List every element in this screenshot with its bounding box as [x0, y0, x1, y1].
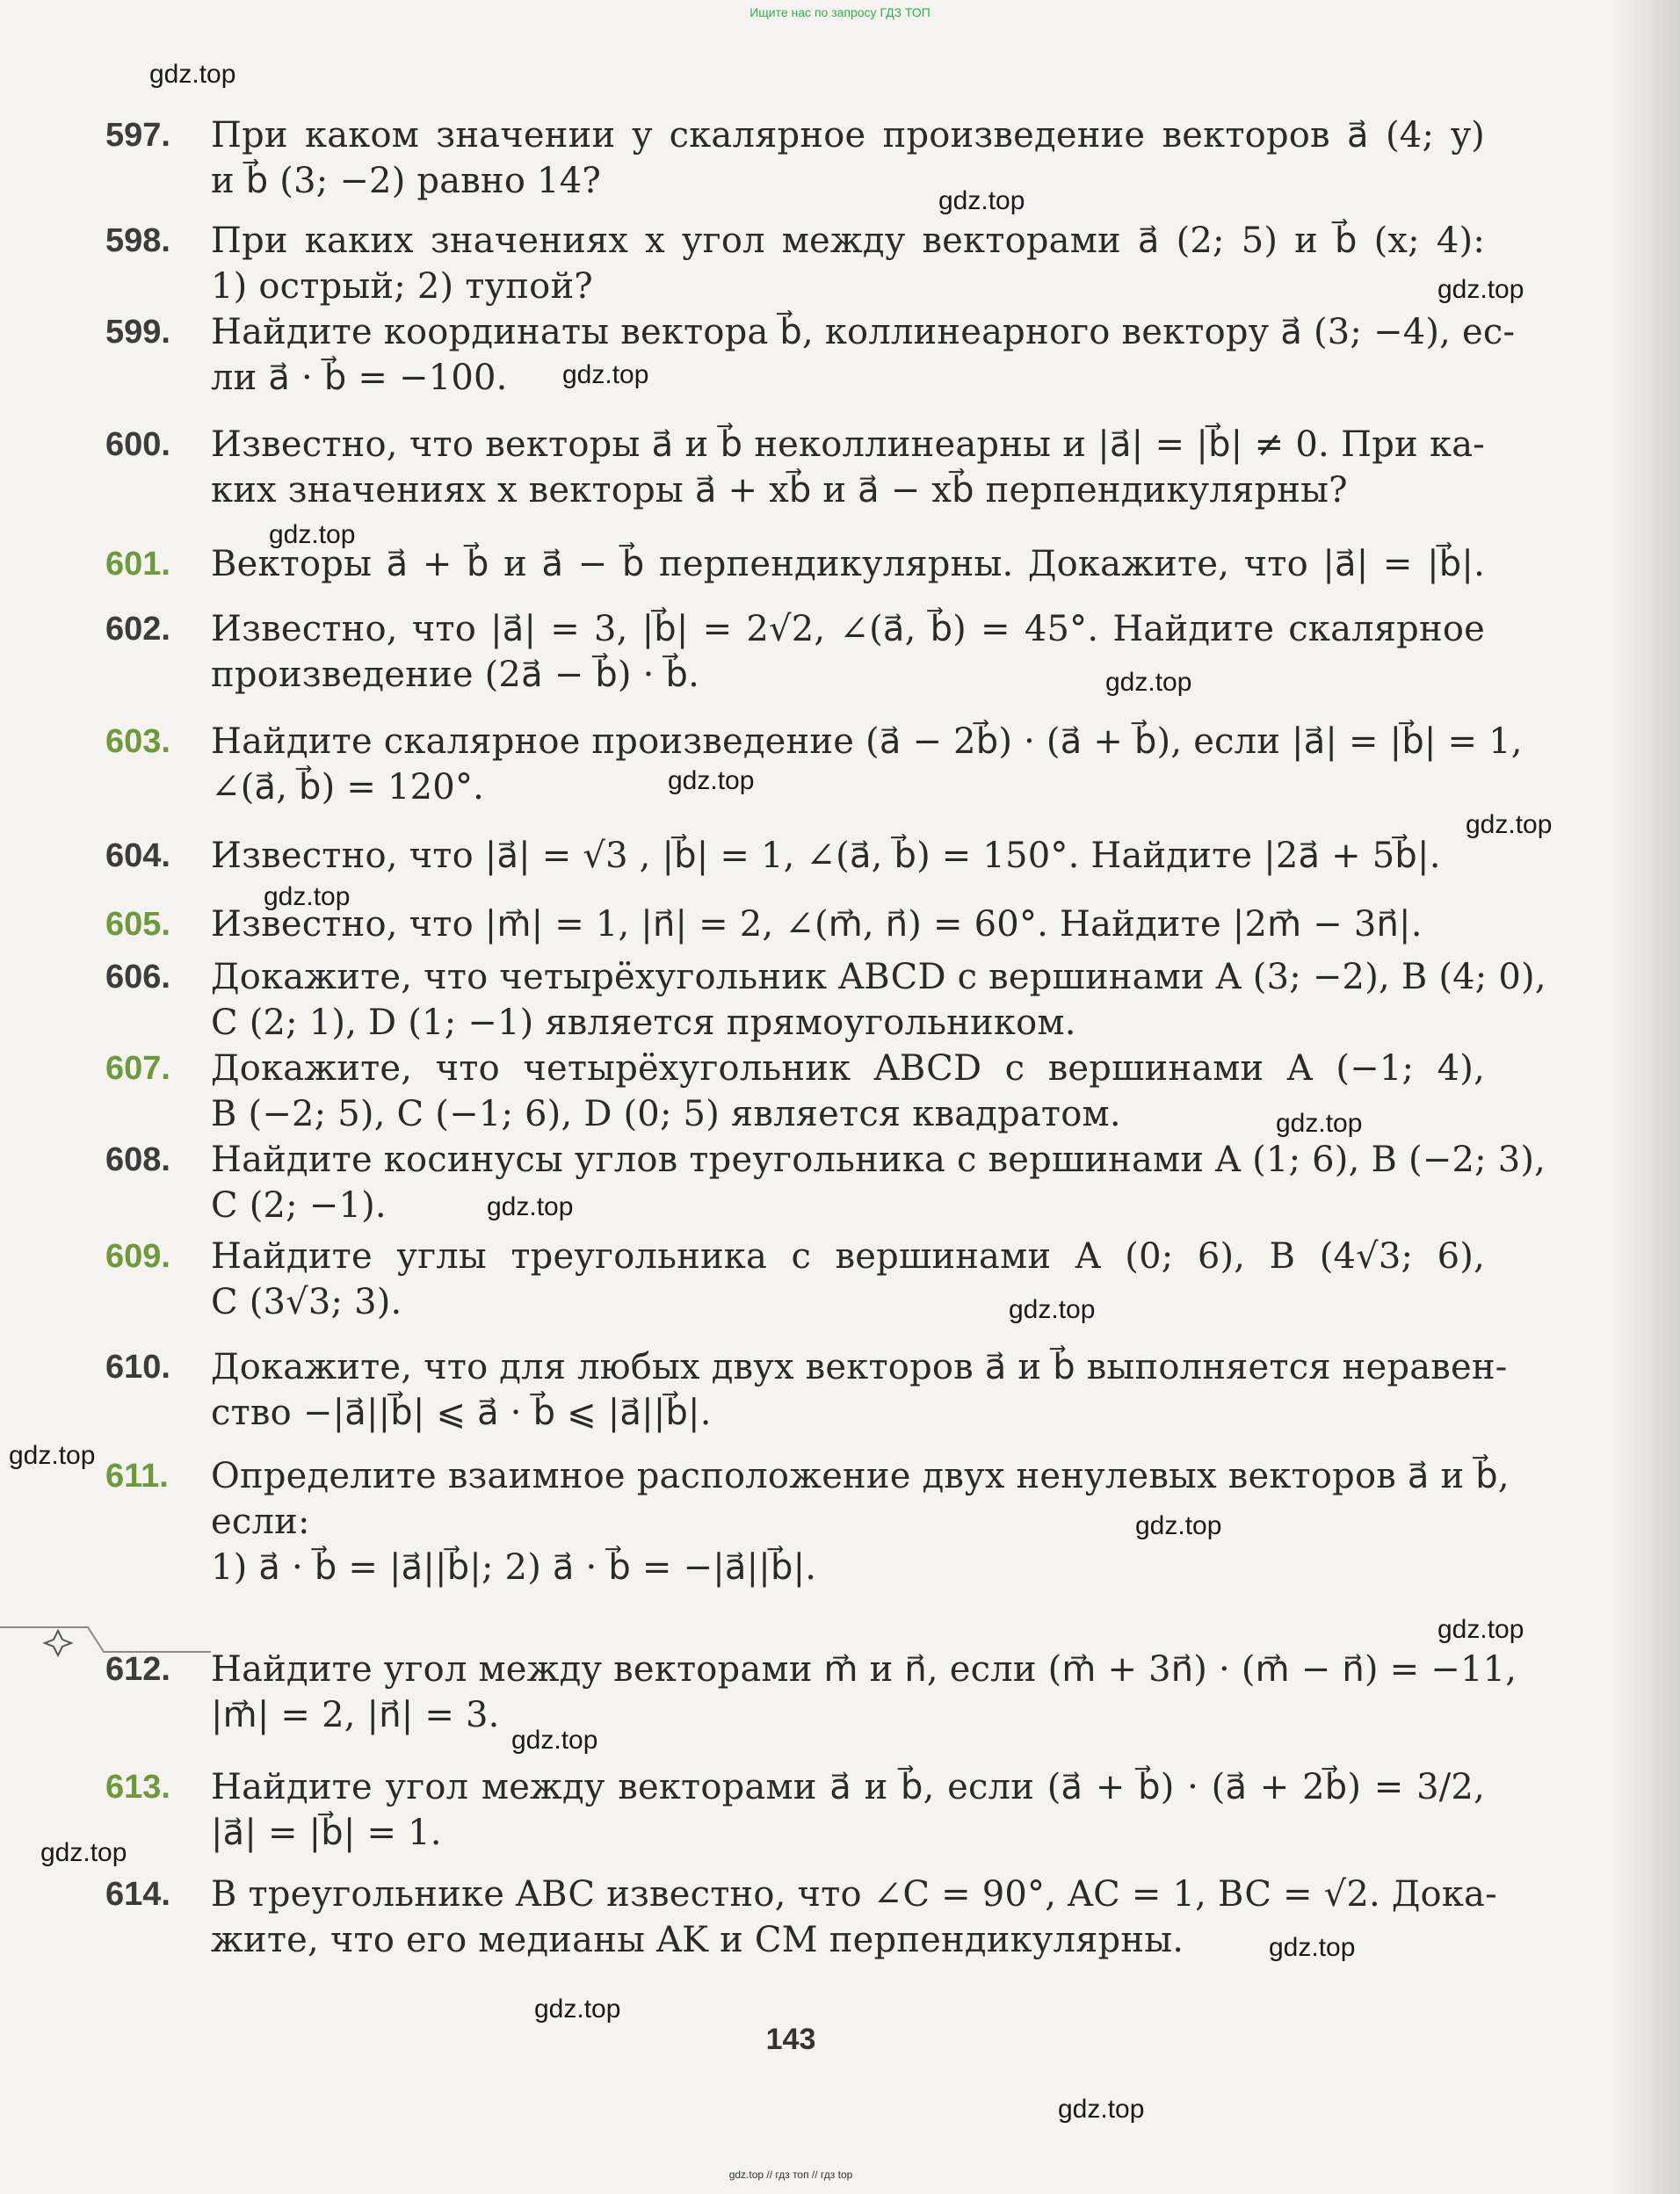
problem-text-line: Найдите углы треугольника с вершинами A (0; 6), B (4√3; 6),: [211, 1236, 1485, 1277]
problem-text-line: |a⃗| = |b⃗| = 1.: [211, 1813, 442, 1853]
problem-number: 604.: [105, 837, 170, 874]
page-number: 143: [765, 2023, 816, 2056]
problem-number: 597.: [105, 117, 170, 154]
problem-text-line: При каком значении y скалярное произведение векторов a⃗ (4; y): [211, 115, 1485, 156]
watermark: gdz.top: [1135, 1511, 1222, 1540]
problem-number: 603.: [105, 723, 170, 760]
problem-text-line: При каких значениях x угол между векторами a⃗ (2; 5) и b⃗ (x; 4):: [211, 221, 1485, 261]
watermark: gdz.top: [149, 60, 236, 89]
problem-text-line: 1) a⃗ · b⃗ = |a⃗||b⃗|; 2) a⃗ · b⃗ = −|a⃗||b⃗|.: [211, 1547, 817, 1588]
problem-text-line: B (−2; 5), C (−1; 6), D (0; 5) является квадратом.: [211, 1094, 1121, 1134]
problem-text-line: Найдите косинусы углов треугольника с вершинами A (1; 6), B (−2; 3),: [211, 1140, 1546, 1180]
watermark: gdz.top: [9, 1441, 96, 1470]
problem-text-line: если:: [211, 1502, 310, 1542]
problem-text-line: ∠(a⃗, b⃗) = 120°.: [211, 767, 485, 807]
problem-text-line: Определите взаимное расположение двух ненулевых векторов a⃗ и b⃗,: [211, 1456, 1510, 1496]
section-divider: [0, 1615, 211, 1668]
problem-text-line: Векторы a⃗ + b⃗ и a⃗ − b⃗ перпендикулярны. Докажите, что |a⃗| = |b⃗|.: [211, 544, 1485, 584]
watermark: gdz.top: [1105, 668, 1192, 697]
problem-number: 612.: [105, 1651, 170, 1688]
problem-number: 613.: [105, 1769, 170, 1806]
problem-text-line: Известно, что |a⃗| = √3 , |b⃗| = 1, ∠(a⃗, b⃗) = 150°. Найдите |2a⃗ + 5b⃗|.: [211, 836, 1441, 876]
problem-number: 598.: [105, 222, 170, 259]
watermark: gdz.top: [40, 1838, 127, 1867]
problem-text-line: Найдите угол между векторами a⃗ и b⃗, если (a⃗ + b⃗) · (a⃗ + 2b⃗) = 3/2,: [211, 1767, 1485, 1807]
problem-text-line: C (3√3; 3).: [211, 1282, 402, 1322]
watermark: gdz.top: [487, 1192, 574, 1221]
watermark: gdz.top: [534, 1995, 621, 2024]
problem-number: 600.: [105, 426, 170, 463]
problem-text-line: C (2; 1), D (1; −1) является прямоугольником.: [211, 1003, 1076, 1043]
diamond-star-icon: [45, 1631, 71, 1655]
problem-text-line: произведение (2a⃗ − b⃗) · b⃗.: [211, 655, 699, 695]
watermark: gdz.top: [264, 882, 351, 911]
bottom-banner: gdz.top // гдз топ // гдз top: [728, 2169, 853, 2181]
problem-number: 602.: [105, 611, 170, 648]
watermark: gdz.top: [938, 186, 1025, 215]
problem-number: 611.: [105, 1458, 169, 1495]
watermark: gdz.top: [1276, 1109, 1363, 1138]
watermark: gdz.top: [1269, 1933, 1356, 1962]
problem-text-line: 1) острый; 2) тупой?: [211, 266, 593, 307]
watermark: gdz.top: [668, 766, 755, 795]
problem-text-line: и b⃗ (3; −2) равно 14?: [211, 161, 601, 201]
watermark: gdz.top: [1437, 1615, 1524, 1644]
problem-text-line: Известно, что векторы a⃗ и b⃗ неколлинеарны и |a⃗| = |b⃗| ≠ 0. При ка-: [211, 424, 1485, 465]
problem-text-line: В треугольнике ABC известно, что ∠C = 90°, AC = 1, BC = √2. Дока-: [211, 1874, 1497, 1915]
problem-text-line: ли a⃗ · b⃗ = −100.: [211, 358, 508, 398]
problem-text-line: Найдите координаты вектора b⃗, коллинеарного вектору a⃗ (3; −4), ес-: [211, 312, 1516, 352]
problem-number: 610.: [105, 1349, 170, 1386]
problem-number: 606.: [105, 959, 170, 996]
problem-text-line: Докажите, что четырёхугольник ABCD с вершинами A (−1; 4),: [211, 1048, 1485, 1089]
problem-number: 614.: [105, 1876, 170, 1913]
problem-text-line: жите, что его медианы AK и CM перпендикулярны.: [211, 1920, 1184, 1960]
problem-text-line: Известно, что |m⃗| = 1, |n⃗| = 2, ∠(m⃗, n⃗) = 60°. Найдите |2m⃗ − 3n⃗|.: [211, 904, 1423, 945]
problem-number: 601.: [105, 546, 170, 583]
page-edge-shadow: [1610, 0, 1680, 2194]
problem-number: 608.: [105, 1141, 170, 1178]
problem-text-line: Найдите угол между векторами m⃗ и n⃗, если (m⃗ + 3n⃗) · (m⃗ − n⃗) = −11,: [211, 1649, 1517, 1690]
problem-number: 605.: [105, 906, 170, 943]
watermark: gdz.top: [562, 360, 649, 389]
top-banner: Ищите нас по запросу ГДЗ ТОП: [749, 5, 931, 19]
problem-text-line: |m⃗| = 2, |n⃗| = 3.: [211, 1695, 500, 1735]
problem-text-line: ство −|a⃗||b⃗| ⩽ a⃗ · b⃗ ⩽ |a⃗||b⃗|.: [211, 1393, 712, 1433]
watermark: gdz.top: [1009, 1295, 1096, 1324]
problem-text-line: Известно, что |a⃗| = 3, |b⃗| = 2√2, ∠(a⃗, b⃗) = 45°. Найдите скалярное: [211, 609, 1485, 649]
problem-number: 609.: [105, 1238, 170, 1275]
problem-text-line: Докажите, что для любых двух векторов a⃗ и b⃗ выполняется неравен-: [211, 1347, 1508, 1387]
problem-number: 607.: [105, 1050, 170, 1087]
problem-text-line: Найдите скалярное произведение (a⃗ − 2b⃗) · (a⃗ + b⃗), если |a⃗| = |b⃗| = 1,: [211, 721, 1523, 762]
watermark: gdz.top: [1466, 810, 1553, 839]
problem-text-line: C (2; −1).: [211, 1185, 387, 1226]
watermark: gdz.top: [269, 520, 356, 549]
problem-text-line: Докажите, что четырёхугольник ABCD с вершинами A (3; −2), B (4; 0),: [211, 957, 1546, 997]
watermark: gdz.top: [1058, 2095, 1145, 2124]
watermark: gdz.top: [1437, 275, 1524, 304]
problem-text-line: ких значениях x векторы a⃗ + xb⃗ и a⃗ − xb⃗ перпендикулярны?: [211, 470, 1348, 510]
watermark: gdz.top: [511, 1726, 598, 1755]
problem-number: 599.: [105, 314, 170, 351]
